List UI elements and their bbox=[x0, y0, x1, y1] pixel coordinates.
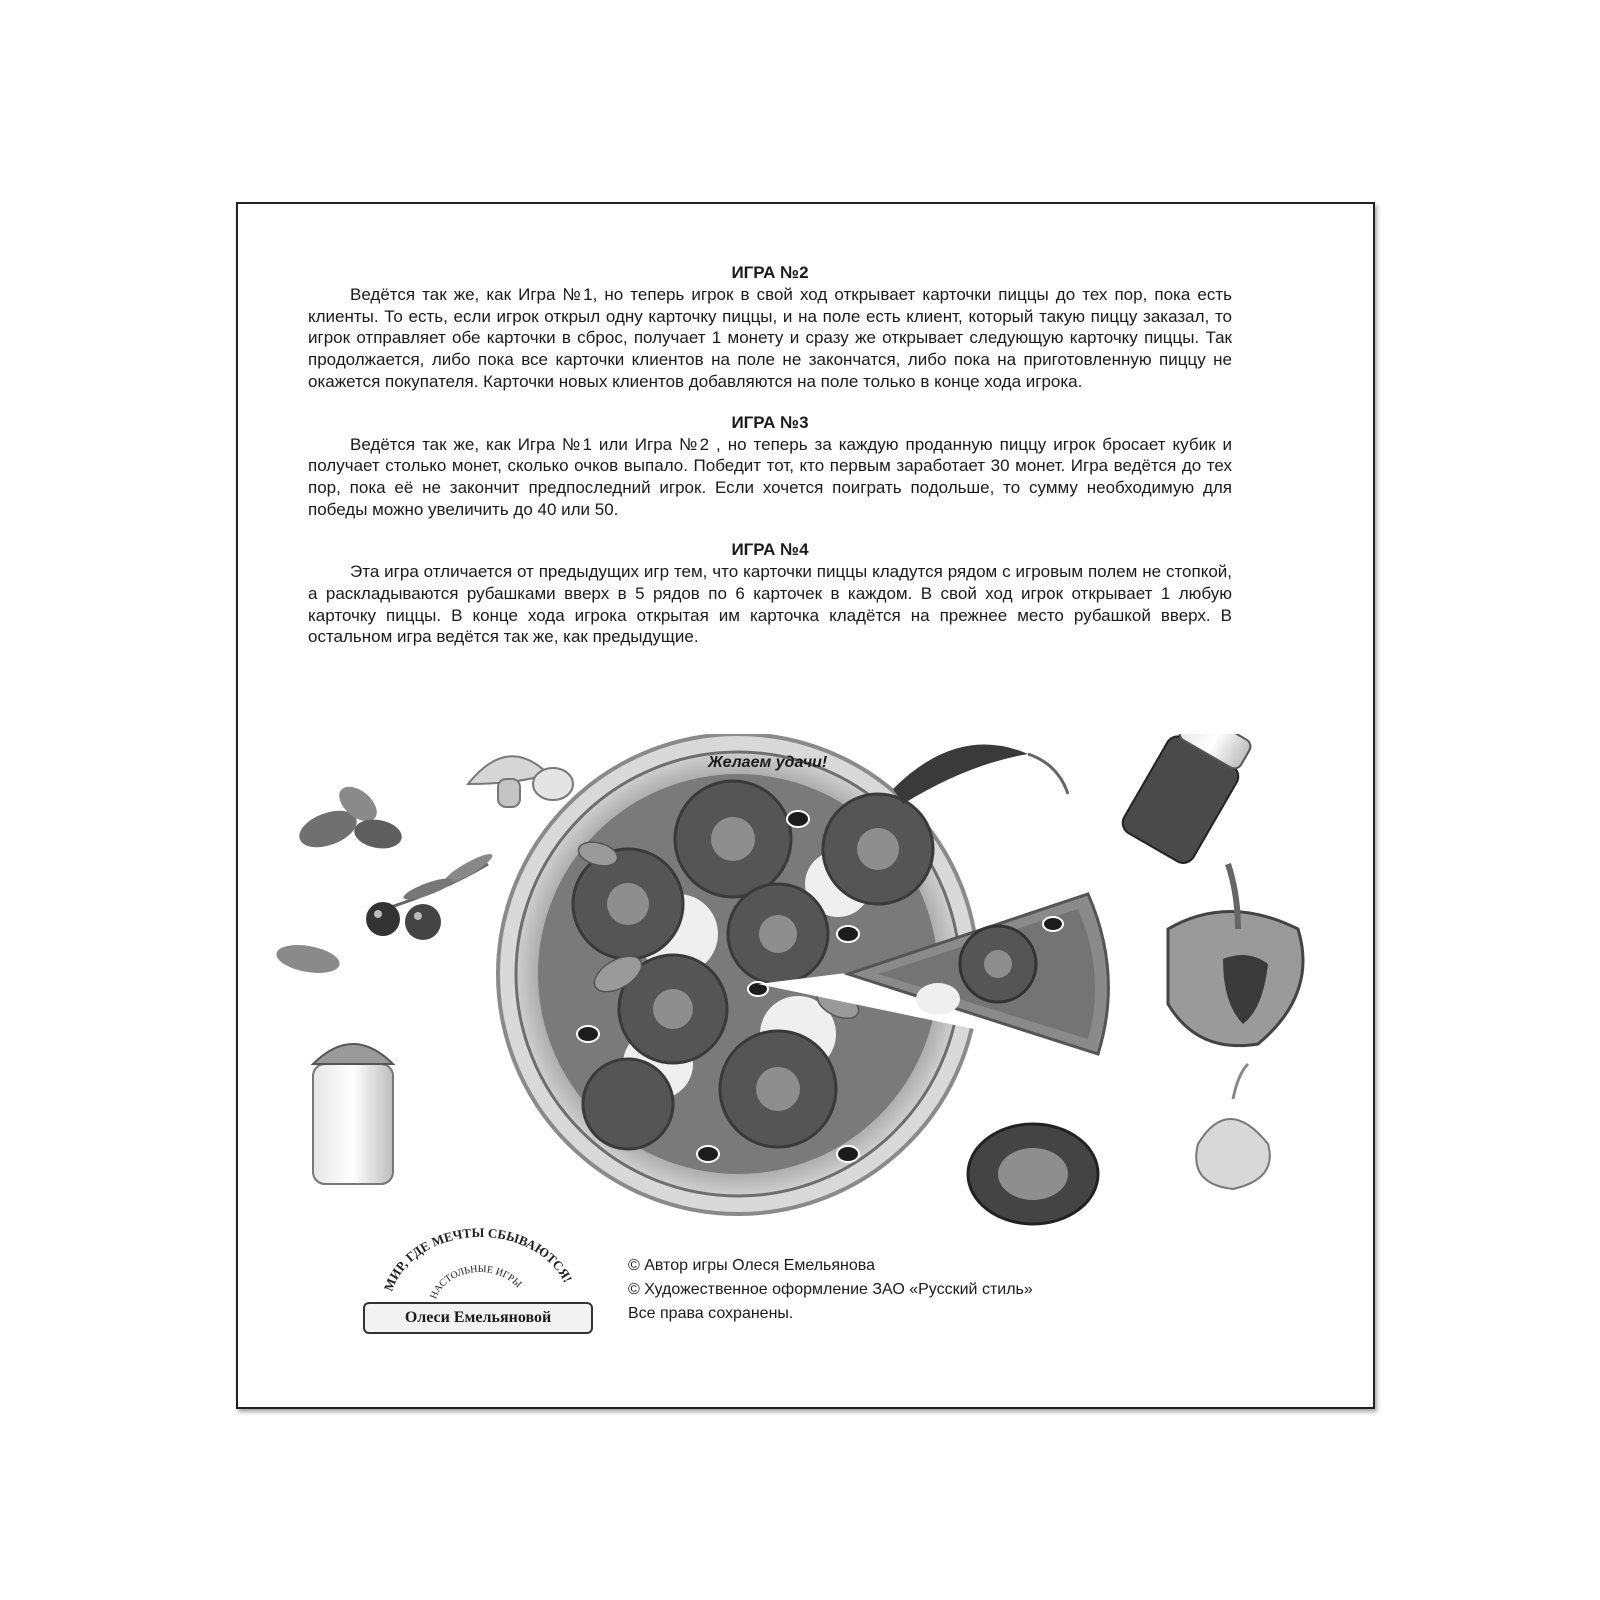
salt-shaker-icon bbox=[313, 1044, 393, 1184]
rules-section bbox=[308, 262, 1232, 667]
svg-text:НАСТОЛЬНЫЕ ИГРЫ bbox=[428, 1264, 523, 1301]
publisher-logo bbox=[360, 1222, 600, 1342]
pizza-illustration bbox=[238, 734, 1377, 1234]
rule-title-game-2: ИГРА №2 bbox=[731, 263, 809, 282]
logo-name-plate: Олеси Емельяновой bbox=[363, 1302, 593, 1334]
svg-text:МИР, ГДЕ МЕЧТЫ СБЫВАЮТСЯ! bbox=[381, 1225, 576, 1293]
credit-design: © Художественное оформление ЗАО «Русский стиль» bbox=[628, 1281, 1033, 1298]
rule-title-game-4: ИГРА №4 bbox=[731, 540, 809, 560]
pepper-shaker-icon bbox=[1118, 734, 1257, 867]
basil-icon bbox=[274, 941, 342, 978]
logo-arc-text: МИР, ГДЕ МЕЧТЫ СБЫВАЮТСЯ! bbox=[380, 1224, 576, 1294]
tomato-half-icon bbox=[968, 1124, 1098, 1224]
garlic-icon bbox=[1196, 1064, 1270, 1189]
bell-pepper-icon bbox=[1168, 864, 1303, 1046]
good-luck-text: Желаем удачи! bbox=[708, 754, 828, 771]
logo-inner-text: НАСТОЛЬНЫЕ ИГРЫ bbox=[428, 1263, 524, 1301]
rule-text-game-2: Ведётся так же, как Игра №1, но теперь игрок в свой ход открывает карточки пиццы до тех пор, пока есть клиенты. То есть, если игрок открыл одну карточку пиццы, и на поле есть клиент, который такую пиццу заказал, то игрок отправляет обе карточки в сброс, получает 1 монету и сразу же открывает следующую карточку пиццы. Так продолжается, либо пока все карточки клиентов на поле не закончатся, либо пока на приготовленную пиццу не окажется покупателя. Карточки новых клиентов добавляются на поле только в конце хода игрока. bbox=[308, 285, 1232, 391]
logo-emblem-icon bbox=[360, 1222, 600, 1312]
credits bbox=[628, 1254, 1033, 1326]
credit-rights: Все права сохранены. bbox=[628, 1305, 794, 1322]
basil-icon bbox=[294, 780, 404, 854]
credit-author: © Автор игры Олеся Емельянова bbox=[628, 1257, 875, 1274]
rule-title-game-3: ИГРА №3 bbox=[731, 412, 809, 432]
olive-branch-icon bbox=[366, 850, 495, 940]
rule-text-game-3: Ведётся так же, как Игра №1 или Игра №2 , но теперь за каждую проданную пиццу игрок бросает кубик и получает столько монет, сколько очков выпало. Победит тот, кто первым заработает 30 монет. Игра ведётся до тех пор, пока её не закончит предпоследний игрок. Если хочется поиграть подольше, то сумму необходимую для победы можно увеличить до 40 или 50. bbox=[308, 434, 1232, 519]
mushroom-icon bbox=[468, 756, 573, 807]
chili-pepper-icon bbox=[893, 745, 1068, 804]
rules-sheet bbox=[236, 202, 1375, 1409]
rule-text-game-4: Эта игра отличается от предыдущих игр тем, что карточки пиццы кладутся рядом с игровым полем не стопкой, а раскладываются рубашками вверх в 5 рядов по 6 карточек в каждом. В свой ход игрок открывает 1 любую карточку пиццы. В конце хода игрока открытая им карточка кладётся на прежнее место рубашкой вверх. В остальном игра ведётся так же, как предыдущие. bbox=[308, 562, 1232, 647]
